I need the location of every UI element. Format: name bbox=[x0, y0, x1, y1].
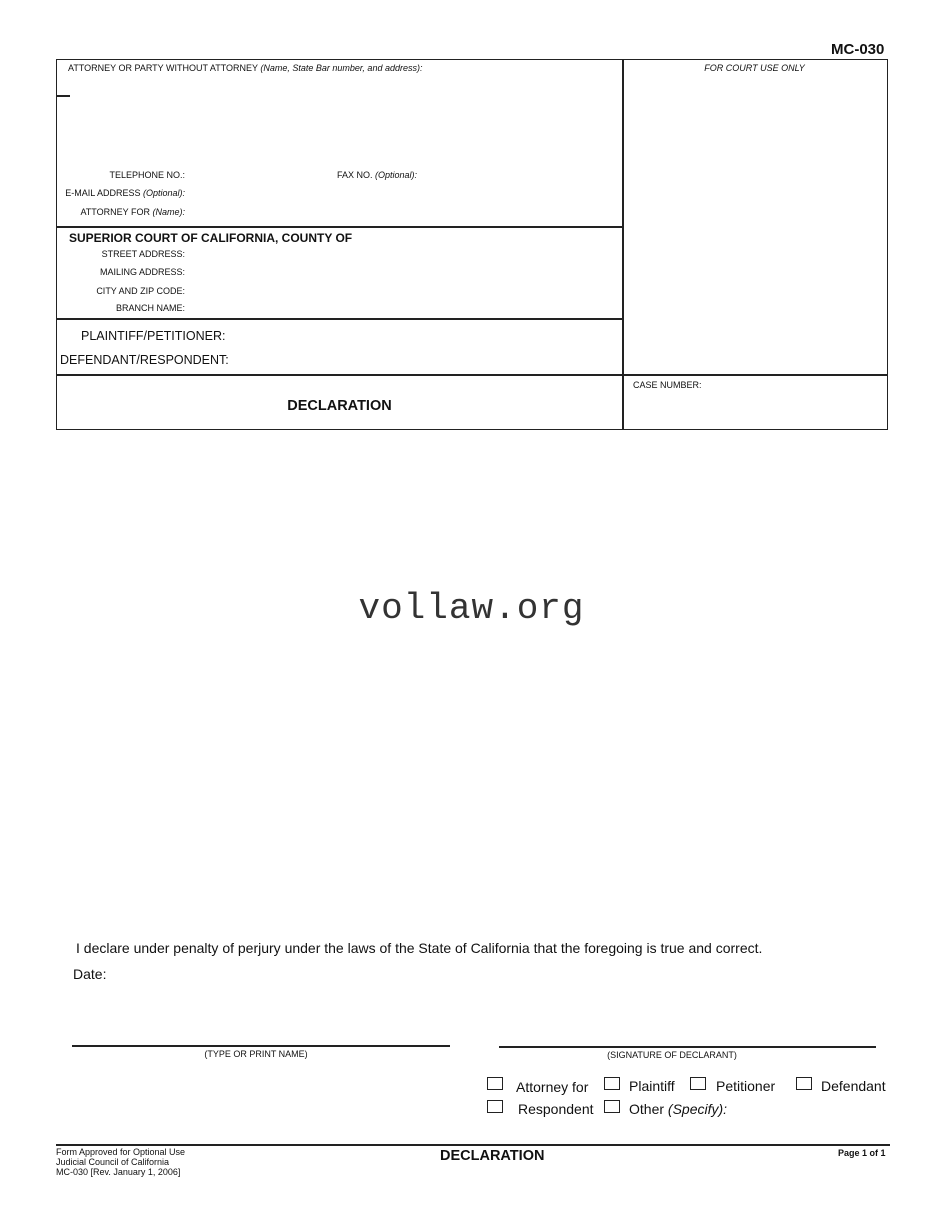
checkbox-label-defendant: Defendant bbox=[821, 1078, 886, 1094]
checkbox-label-plaintiff: Plaintiff bbox=[629, 1078, 675, 1094]
footer-rule bbox=[56, 1144, 890, 1146]
date-label: Date: bbox=[73, 966, 107, 982]
branch-name-label: BRANCH NAME: bbox=[115, 303, 185, 313]
plaintiff-label: PLAINTIFF/PETITIONER: bbox=[81, 329, 226, 343]
checkbox-label-respondent: Respondent bbox=[518, 1101, 594, 1117]
footer-line-3: MC-030 [Rev. January 1, 2006] bbox=[56, 1167, 181, 1177]
declaration-statement: I declare under penalty of perjury under the laws of the State of California that the foregoing is true and correct. bbox=[76, 940, 763, 956]
document-title: DECLARATION bbox=[287, 398, 392, 414]
date-field[interactable] bbox=[112, 964, 312, 982]
checkbox-petitioner[interactable] bbox=[690, 1077, 706, 1090]
checkbox-respondent[interactable] bbox=[487, 1100, 503, 1113]
checkbox-plaintiff[interactable] bbox=[604, 1077, 620, 1090]
street-address-field[interactable] bbox=[189, 247, 609, 261]
fax-field[interactable] bbox=[425, 168, 615, 182]
divider-parties bbox=[57, 318, 622, 320]
checkbox-other[interactable] bbox=[604, 1100, 620, 1113]
attorney-for-label-text: ATTORNEY FOR bbox=[80, 207, 150, 217]
other-specify-field[interactable] bbox=[730, 1099, 880, 1117]
page-number: Page 1 of 1 bbox=[838, 1148, 886, 1158]
signature-field[interactable] bbox=[499, 1010, 876, 1045]
checkbox-label-petitioner: Petitioner bbox=[716, 1078, 776, 1094]
watermark: vollaw.org bbox=[358, 588, 585, 629]
case-number-label: CASE NUMBER: bbox=[633, 380, 702, 390]
signature-caption: (SIGNATURE OF DECLARANT) bbox=[607, 1050, 737, 1060]
attorney-label-text: ATTORNEY OR PARTY WITHOUT ATTORNEY bbox=[68, 63, 258, 73]
plaintiff-field[interactable] bbox=[229, 327, 614, 345]
footer-form-info bbox=[56, 1147, 185, 1177]
court-use-area[interactable] bbox=[632, 78, 882, 370]
email-label bbox=[57, 188, 185, 198]
fax-label-text: FAX NO. bbox=[337, 170, 373, 180]
mailing-address-field[interactable] bbox=[189, 265, 609, 279]
other-label-hint: (Specify): bbox=[667, 1101, 728, 1117]
attorney-label-hint: (Name, State Bar number, and address): bbox=[260, 63, 423, 73]
attorney-party-label bbox=[68, 63, 422, 73]
footer-line-1: Form Approved for Optional Use bbox=[56, 1147, 186, 1157]
footer-line-2: Judicial Council of California bbox=[56, 1157, 170, 1167]
city-zip-field[interactable] bbox=[189, 284, 609, 298]
branch-name-field[interactable] bbox=[189, 301, 609, 315]
attorney-name-address-field[interactable] bbox=[72, 90, 612, 160]
attorney-for-label-hint: (Name): bbox=[152, 207, 185, 217]
mailing-address-label: MAILING ADDRESS: bbox=[99, 267, 185, 277]
tick-mark bbox=[57, 95, 70, 97]
defendant-field[interactable] bbox=[229, 351, 614, 369]
checkbox-label-other bbox=[629, 1101, 727, 1117]
fax-label bbox=[337, 170, 417, 180]
print-name-field[interactable] bbox=[72, 1010, 450, 1044]
defendant-label: DEFENDANT/RESPONDENT: bbox=[60, 353, 229, 367]
email-label-hint: (Optional): bbox=[142, 188, 185, 198]
signature-line bbox=[499, 1046, 876, 1048]
print-name-caption: (TYPE OR PRINT NAME) bbox=[204, 1049, 308, 1059]
street-address-label: STREET ADDRESS: bbox=[101, 249, 185, 259]
caption-box bbox=[56, 59, 888, 430]
court-use-label: FOR COURT USE ONLY bbox=[704, 63, 805, 73]
attorney-for-field[interactable] bbox=[189, 205, 609, 219]
email-field[interactable] bbox=[189, 186, 609, 200]
divider-court bbox=[57, 226, 622, 228]
footer-title: DECLARATION bbox=[440, 1148, 545, 1164]
divider-title bbox=[57, 374, 887, 376]
checkbox-attorney-for[interactable] bbox=[487, 1077, 503, 1090]
county-field[interactable] bbox=[362, 230, 612, 246]
attorney-for-label bbox=[57, 207, 185, 217]
court-title: SUPERIOR COURT OF CALIFORNIA, COUNTY OF bbox=[69, 231, 353, 245]
fax-label-hint: (Optional): bbox=[375, 170, 418, 180]
checkbox-defendant[interactable] bbox=[796, 1077, 812, 1090]
checkbox-label-attorney-for: Attorney for bbox=[516, 1079, 589, 1095]
form-number: MC-030 bbox=[831, 41, 885, 58]
case-number-field[interactable] bbox=[633, 394, 883, 424]
other-label-text: Other bbox=[629, 1101, 665, 1117]
email-label-text: E-MAIL ADDRESS bbox=[65, 188, 141, 198]
telephone-label: TELEPHONE NO.: bbox=[109, 170, 185, 180]
city-zip-label: CITY AND ZIP CODE: bbox=[96, 286, 185, 296]
telephone-field[interactable] bbox=[189, 168, 329, 182]
print-name-line bbox=[72, 1045, 450, 1047]
